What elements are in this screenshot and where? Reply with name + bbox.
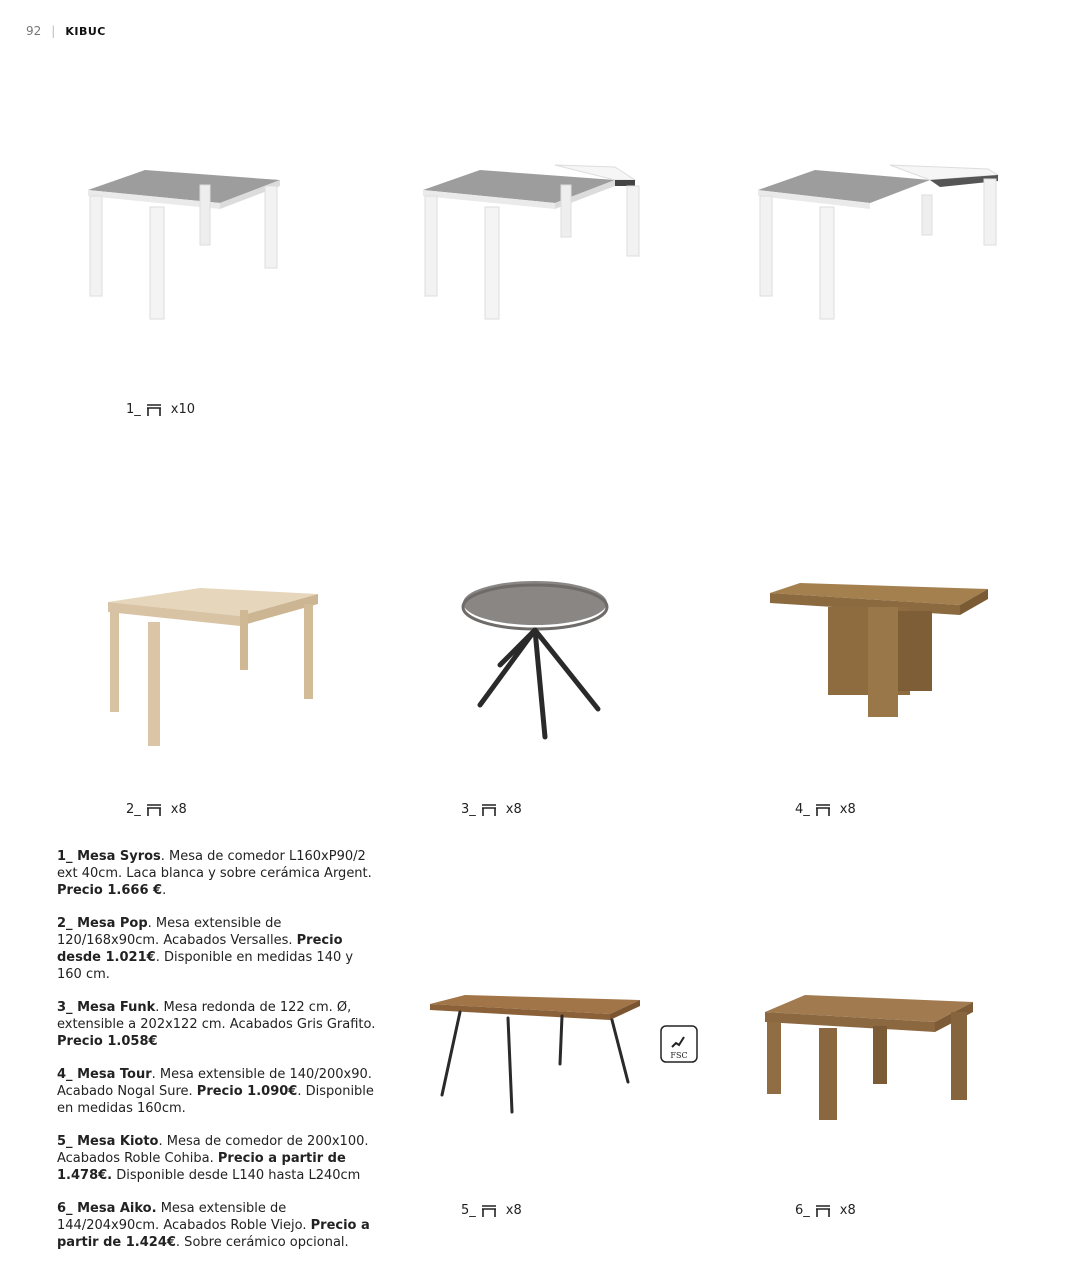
caption-quantity: x8 — [170, 802, 187, 817]
product-price: Precio a partir de 1.424€ — [57, 1218, 370, 1250]
caption-number: 6_ — [795, 1203, 810, 1218]
caption-3 — [461, 802, 522, 817]
caption-6 — [795, 1203, 856, 1218]
caption-quantity: x8 — [505, 1203, 522, 1218]
chair-icon — [145, 403, 163, 417]
product-photo-syros-closed — [60, 155, 360, 330]
product-description: 5_ Mesa Kioto. Mesa de comedor de 200x100. Acabados Roble Cohiba. Precio a partir de 1.478€. Disponible desde L140 hasta L240cm — [57, 1134, 369, 1183]
product-name: Mesa Funk — [77, 1000, 156, 1015]
product-photo-pop — [90, 580, 330, 755]
caption-quantity: x8 — [839, 802, 856, 817]
chair-icon — [145, 803, 163, 817]
product-description: 6_ Mesa Aiko. Mesa extensible de 144/204x90cm. Acabados Roble Viejo. Precio a partir de 1.424€. Sobre cerámico opcional. — [57, 1201, 370, 1250]
product-description: 1_ Mesa Syros. Mesa de comedor L160xP90/2 ext 40cm. Laca blanca y sobre cerámica Argent. Precio 1.666 €. — [57, 849, 372, 898]
caption-number: 5_ — [461, 1203, 476, 1218]
caption-4 — [795, 802, 856, 817]
product-name: Mesa Syros — [77, 849, 161, 864]
product-price: Precio a partir de 1.478€. — [57, 1151, 346, 1183]
product-description: 3_ Mesa Funk. Mesa redonda de 122 cm. Ø, extensible a 202x122 cm. Acabados Gris Grafito. Precio 1.058€ — [57, 1000, 376, 1049]
product-description: 4_ Mesa Tour. Mesa extensible de 140/200x90. Acabado Nogal Sure. Precio 1.090€. Disponible en medidas 160cm. — [57, 1067, 374, 1116]
chair-icon — [480, 803, 498, 817]
product-name: Mesa Pop — [77, 916, 148, 931]
caption-2 — [126, 802, 187, 817]
product-photo-syros-extending — [395, 155, 695, 330]
product-name: Mesa Kioto — [77, 1134, 159, 1149]
caption-number: 2_ — [126, 802, 141, 817]
caption-number: 3_ — [461, 802, 476, 817]
page-number: 92 — [26, 24, 42, 38]
product-photo-aiko — [755, 990, 985, 1125]
product-name: Mesa Aiko. — [77, 1201, 157, 1216]
header-separator: | — [51, 24, 56, 38]
caption-quantity: x8 — [839, 1203, 856, 1218]
chair-icon — [480, 1204, 498, 1218]
product-photo-kioto — [420, 990, 650, 1125]
product-price: Precio 1.666 € — [57, 883, 163, 898]
product-name: Mesa Tour — [77, 1067, 152, 1082]
product-price: Precio desde 1.021€ — [57, 933, 343, 965]
product-price: Precio 1.090€ — [196, 1084, 298, 1099]
product-description: 2_ Mesa Pop. Mesa extensible de 120/168x90cm. Acabados Versalles. Precio desde 1.021€. Disponible en medidas 140 y 160 cm. — [57, 916, 354, 982]
caption-5 — [461, 1203, 522, 1218]
product-photo-tour — [760, 575, 1000, 725]
fsc-logo — [660, 1025, 698, 1063]
product-descriptions — [57, 848, 377, 1267]
caption-number: 4_ — [795, 802, 810, 817]
brand-logo: KIBUC — [65, 24, 106, 38]
svg-text:FSC: FSC — [670, 1051, 688, 1060]
product-photo-funk — [450, 575, 640, 750]
product-price: Precio 1.058€ — [57, 1034, 158, 1049]
caption-quantity: x10 — [170, 402, 196, 417]
chair-icon — [814, 1204, 832, 1218]
product-photo-syros-extended — [730, 155, 1030, 330]
caption-1 — [126, 402, 195, 417]
chair-icon — [814, 803, 832, 817]
page-header — [26, 24, 106, 38]
caption-number: 1_ — [126, 402, 141, 417]
caption-quantity: x8 — [505, 802, 522, 817]
